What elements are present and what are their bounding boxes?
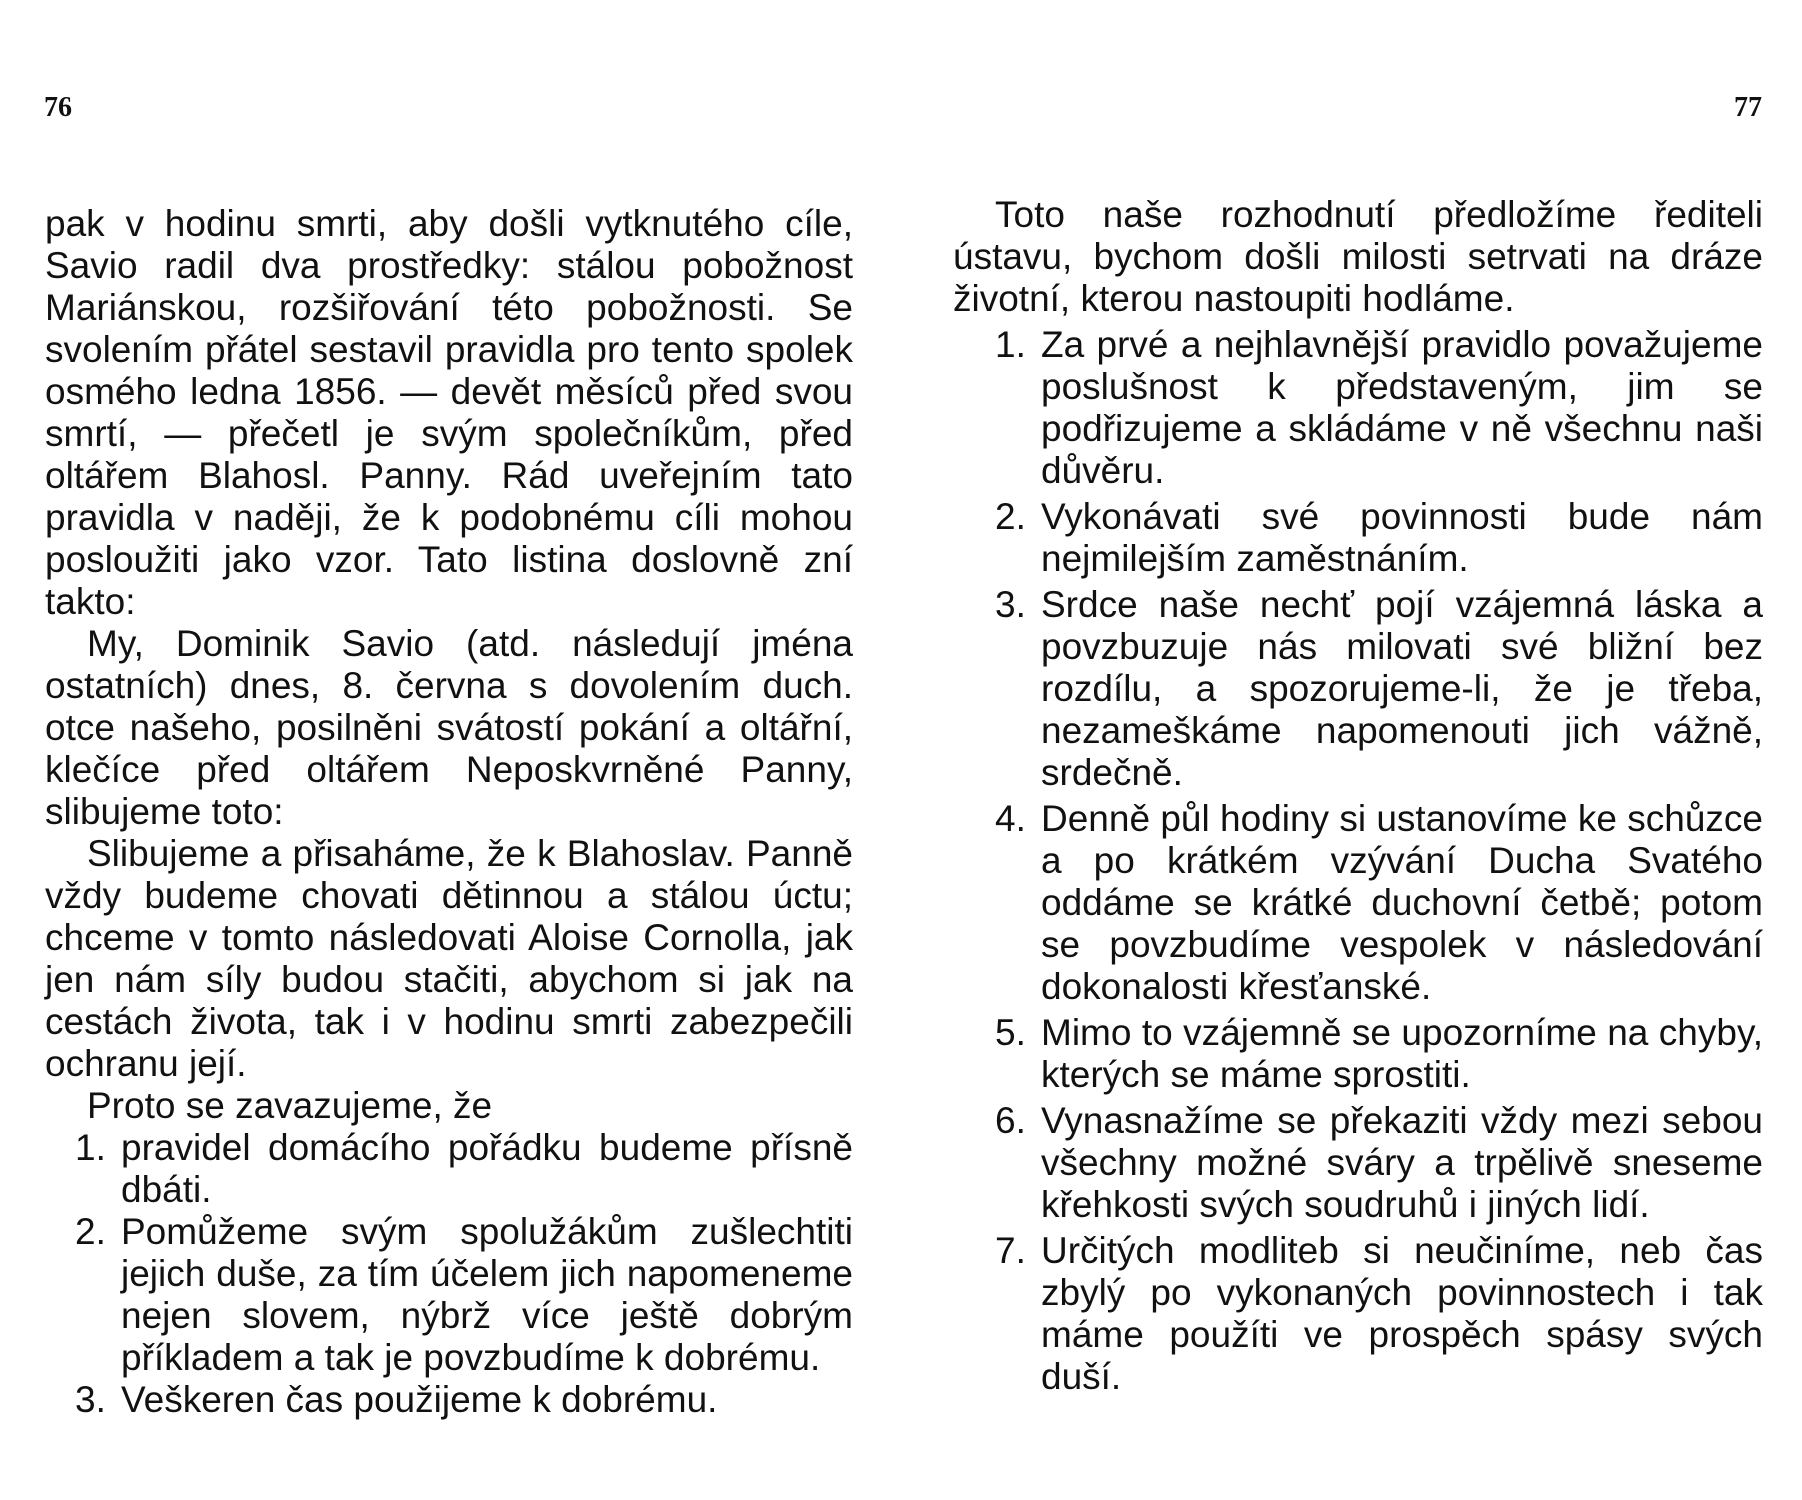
list-item-text: Za prvé a nejhlavnější pravidlo považujeme poslušnost k představeným, jim se podřizujeme a skládáme v ně všechnu naši důvěru. [1041,324,1763,491]
right-rules-list [953,324,1763,1398]
list-item-number: 1. [75,1127,106,1168]
paragraph-oath: Slibujeme a přisaháme, že k Blahoslav. Panně vždy budeme chovati dětinnou a stálou úctu; chceme v tomto následovati Aloise Cornolla, jak jen nám síly budou stačiti, abychom si jak na cestách života, tak i v hodinu smrti zabezpečili ochranu její. [45,833,853,1084]
list-item-text: Vykonávati své povinnosti bude nám nejmilejším zaměstnáním. [1041,496,1763,579]
page-number-right: 77 [1734,92,1762,123]
list-item [953,496,1763,580]
list-item [953,798,1763,1008]
list-item-text: Vynasnažíme se překaziti vždy mezi sebou všechny možné sváry a trpělivě sneseme křehkosti svých soudruhů i jiných lidí. [1041,1100,1763,1225]
list-item [953,1012,1763,1096]
list-item-text: Určitých modliteb si neučiníme, neb čas zbylý po vykonaných povinnostech i tak máme použíti ve prospěch spásy svých duší. [1041,1230,1763,1397]
page-number-left: 76 [44,92,72,123]
list-item-number: 6. [995,1100,1026,1141]
list-item [953,1230,1763,1398]
list-item-number: 7. [995,1230,1026,1271]
list-item-number: 3. [75,1379,106,1420]
list-item [953,584,1763,794]
paragraph-pledge-opening: My, Dominik Savio (atd. následují jména ostatních) dnes, 8. června s dovolením duch. otce našeho, posilněni svátostí pokání a oltářní, klečíce před oltářem Neposkvrněné Panny, slibujeme toto: [45,623,853,832]
list-item-number: 1. [995,324,1026,365]
left-rules-list [45,1127,853,1421]
list-item-text: Veškeren čas použijeme k dobrému. [121,1379,718,1420]
list-item [45,1211,853,1379]
paragraph-decision: Toto naše rozhodnutí předložíme řediteli ústavu, bychom došli milosti setrvati na dráze životní, kterou nastoupiti hodláme. [953,194,1763,319]
list-item-text: pravidel domácího pořádku budeme přísně dbáti. [121,1127,853,1210]
paragraph-intro: pak v hodinu smrti, aby došli vytknutého cíle, Savio radil dva prostředky: stálou pobožnost Mariánskou, rozšiřování této pobožnosti. Se svolením přátel sestavil pravidla pro tento spolek osmého ledna 1856. — devět měsíců před svou smrtí, — přečetl je svým společníkům, před oltářem Blahosl. Panny. Rád uveřejním tato pravidla v naději, že k podobnému cíli mohou posloužiti jako vzor. Tato listina doslovně zní takto: [45,203,853,622]
right-page [901,0,1802,1500]
left-page-text [45,203,853,1421]
list-item [45,1379,853,1421]
list-item [45,1127,853,1211]
list-item [953,1100,1763,1226]
list-item-number: 5. [995,1012,1026,1053]
list-item-text: Denně půl hodiny si ustanovíme ke schůzce a po krátkém vzývání Ducha Svatého oddáme se krátké duchovní četbě; potom se povzbudíme vespolek v následování dokonalosti křesťanské. [1041,798,1763,1007]
list-item-text: Mimo to vzájemně se upozorníme na chyby, kterých se máme sprostiti. [1041,1012,1763,1095]
list-item-number: 3. [995,584,1026,625]
list-item-number: 4. [995,798,1026,839]
right-page-text [953,194,1763,1398]
list-item-text: Srdce naše nechť pojí vzájemná láska a povzbuzuje nás milovati své bližní bez rozdílu, a spozorujeme-li, že je třeba, nezameškáme napomenouti jich vážně, srdečně. [1041,584,1763,793]
list-item-text: Pomůžeme svým spolužákům zušlechtiti jejich duše, za tím účelem jich napomeneme nejen slovem, nýbrž více ještě dobrým příkladem a tak je povzbudíme k dobrému. [121,1211,853,1378]
paragraph-commitment: Proto se zavazujeme, že [87,1085,493,1126]
list-item-number: 2. [75,1211,106,1252]
list-item-number: 2. [995,496,1026,537]
list-item [953,324,1763,492]
